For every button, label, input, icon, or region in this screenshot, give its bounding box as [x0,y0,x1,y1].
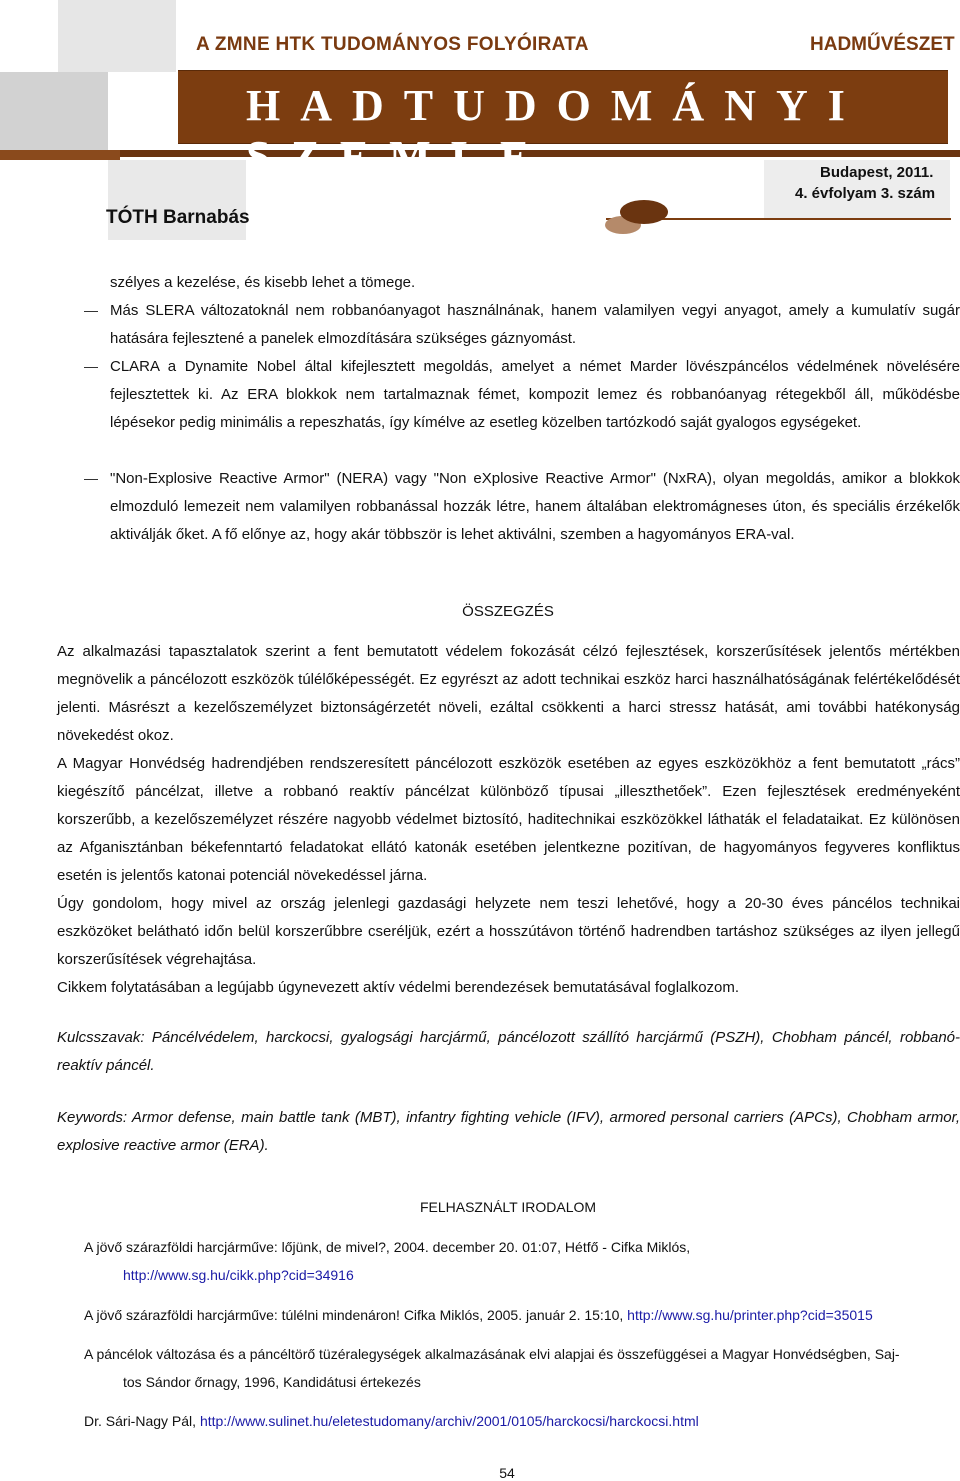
section-heading-summary: ÖSSZEGZÉS [462,603,554,620]
reference-link[interactable]: http://www.sulinet.hu/eletestudomany/archiv/2001/0105/harckocsi/harckocsi.html [199,1413,699,1429]
summary-paragraph: Úgy gondolom, hogy mivel az ország jelenlegi gazdasági helyzete nem teszi lehetővé, hogy a 20-30 éves páncélos technikai eszközöket belátható időn belül korszerűbbre cseréljük, ezért a hosszútávon történő hadrendben tartáshoz szükséges az ilyen jellegű korszerűsítések végrehajtása. [57,895,960,968]
page-number: 54 [499,1465,515,1481]
keywords-hungarian: Kulcsszavak: Páncélvédelem, harckocsi, gyalogsági harcjármű, páncélozott szállító harcjármű (PSZH), Chobham páncél, robbanó-reaktív páncél. [57,1029,960,1074]
bullet-item: Más SLERA változatoknál nem robbanóanyagot használnának, hanem valamilyen vegyi anyagot, amely a kumulatív sugár hatására fejlesztené a panelek elmozdítására szükséges gáznyomást. [110,302,960,347]
summary-paragraph: A Magyar Honvédség hadrendjében rendszeresített páncélozott eszközök esetében az egyes eszközökhöz a fent bemutatott „rács” kiegészítő páncélzat, illetve a robbanó reaktív páncélzat különböző típusai „illeszthetőek”. Ezen fejlesztések eredményeként korszerűbb, a kezelőszemélyzet részére nagyobb védelmet biztosító, haditechnikai eszközökkel láthaták el feladataikat. Ez különösen az Afganisztánban békefenntartó feladatokat ellátó katonák esetében jelentkezne pozitívan, de hagyományos fegyveres konfliktus esetén is jelentős katonai potenciál növekedéssel járna. [57,755,960,884]
section-name: HADMŰVÉSZET [810,34,955,55]
reference-text: A jövő szárazföldi harcjárműve: lőjünk, de mivel?, 2004. december 20. 01:07, Hétfő - Cifka Miklós, [84,1239,691,1255]
reference-text: tos Sándor őrnagy, 1996, Kandidátusi értekezés [123,1374,421,1390]
reference-item [84,1407,699,1435]
bullet-dash [84,479,98,480]
keywords-english: Keywords: Armor defense, main battle tank (MBT), infantry fighting vehicle (IFV), armored personal carriers (APCs), Chobham armor, explosive reactive armor (ERA). [57,1109,960,1154]
summary-paragraph: Cikkem folytatásában a legújabb úgynevezett aktív védelmi berendezések bemutatásával foglalkozom. [57,979,740,996]
journal-name: A ZMNE HTK TUDOMÁNYOS FOLYÓIRATA [196,34,589,55]
header-decor-square [0,72,108,160]
issue-volume: 4. évfolyam 3. szám [795,185,936,202]
bullet-item: "Non-Explosive Reactive Armor" (NERA) vagy "Non eXplosive Reactive Armor" (NxRA), olyan megoldás, amikor a blokkok elmozduló lemezeit nem valamilyen robbanással hozzák létre, hanem általában elektromágneses úton, és speciális érzékelők aktiválják őket. A fő előnye az, hogy akár többször is lehet aktiválni, szemben a hagyományos ERA-val. [110,470,960,543]
header-decor-square [58,0,176,72]
bullet-continuation: szélyes a kezelése, és kisebb lehet a tömege. [110,274,416,291]
header-oval [620,200,668,224]
bullet-dash [84,367,98,368]
section-heading-references: FELHASZNÁLT IRODALOM [419,1199,597,1215]
summary-paragraph: Az alkalmazási tapasztalatok szerint a fent bemutatott védelem fokozását célzó fejlesztések, korszerűsítések jelentős mértékben megnövelik a páncélozott eszközök túlélőképességét. Ez egyrészt az adott technikai eszköz harci használhatóságának felértékelődését jelenti. Másrészt a kezelőszemélyzet biztonságérzetét növeli, ezáltal csökkenti a harci stressz hatását, ami további hatékonyság növekedést okoz. [57,643,960,744]
reference-text: A jövő szárazföldi harcjárműve: túlélni mindenáron! Cifka Miklós, 2005. január 2. 15:10, [84,1307,624,1323]
author-name: TÓTH Barnabás [106,207,250,228]
header-stripe-accent [0,150,120,160]
bullet-dash [84,311,98,312]
reference-link[interactable]: http://www.sg.hu/printer.php?cid=35015 [627,1307,873,1323]
reference-item [84,1301,873,1329]
bullet-item: CLARA a Dynamite Nobel által kifejlesztett megoldás, amelyet a német Marder lövészpáncélos védelmének növelésére fejlesztettek ki. Az ERA blokkok nem tartalmaznak fémet, kompozit lemez és robbanóanyag rétegekből áll, működésbe lépésekor pedig minimális a repeszhatás, így kímélve az esetleg közelben tartózkodó saját gyalogos egységeket. [110,358,960,431]
reference-text: Dr. Sári-Nagy Pál, [84,1413,197,1429]
reference-text: A páncélok változása és a páncéltörő tüzéralegységek alkalmazásának elvi alapjai és összefüggései a Magyar Honvédségben, Saj- [84,1346,900,1362]
issue-location-date: Budapest, 2011. [820,164,934,181]
journal-title: HADTUDOMÁNYI SZEMLE [246,81,865,181]
reference-link[interactable]: http://www.sg.hu/cikk.php?cid=34916 [123,1267,354,1283]
